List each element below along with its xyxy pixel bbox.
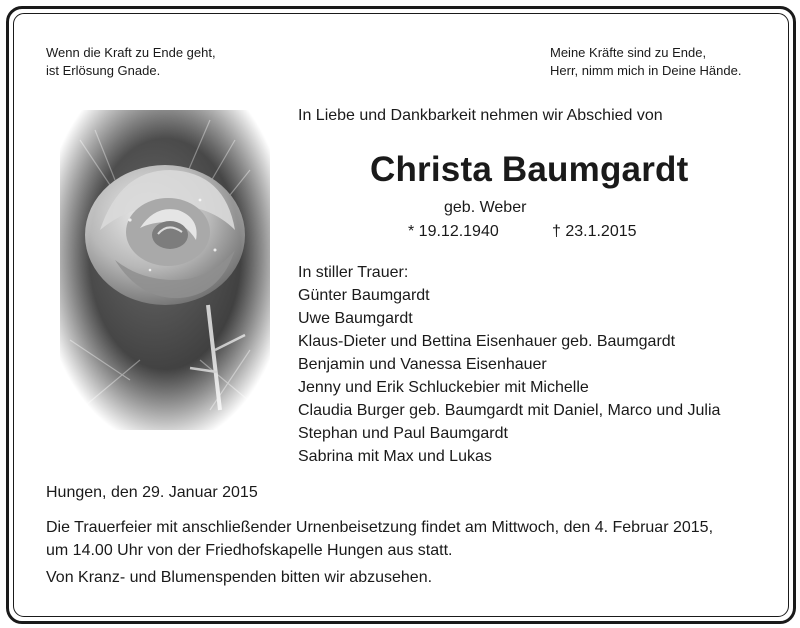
mourner-item: Sabrina mit Max und Lukas [298, 448, 492, 465]
quote-left-line-1: Wenn die Kraft zu Ende geht, [46, 45, 216, 60]
quote-left-line-2: ist Erlösung Gnade. [46, 63, 161, 78]
mourner-item: Günter Baumgardt [298, 287, 430, 304]
rose-image [60, 110, 270, 430]
intro-text: In Liebe und Dankbarkeit nehmen wir Abschied von [298, 107, 663, 124]
death-date: † 23.1.2015 [552, 223, 637, 240]
deceased-name: Christa Baumgardt [370, 150, 689, 189]
funeral-line-1: Die Trauerfeier mit anschließender Urnenbeisetzung findet am Mittwoch, den 4. Februar 2015, [46, 519, 714, 536]
flowers-note: Von Kranz- und Blumenspenden bitten wir abzusehen. [46, 569, 433, 586]
mourner-item: Stephan und Paul Baumgardt [298, 425, 508, 442]
mourner-item: Jenny und Erik Schluckebier mit Michelle [298, 379, 589, 396]
mourner-item: Benjamin und Vanessa Eisenhauer [298, 356, 547, 373]
mourner-item: Claudia Burger geb. Baumgardt mit Daniel, Marco und Julia [298, 402, 721, 419]
birth-date: * 19.12.1940 [408, 223, 499, 240]
quote-right-line-2: Herr, nimm mich in Deine Hände. [550, 63, 742, 78]
place-date: Hungen, den 29. Januar 2015 [46, 484, 258, 501]
maiden-name: geb. Weber [444, 199, 527, 216]
mourner-item: Uwe Baumgardt [298, 310, 413, 327]
quote-right-line-1: Meine Kräfte sind zu Ende, [550, 45, 707, 60]
mourners-heading: In stiller Trauer: [298, 264, 409, 281]
mourner-item: Klaus-Dieter und Bettina Eisenhauer geb. Baumgardt [298, 333, 676, 350]
funeral-line-2: um 14.00 Uhr von der Friedhofskapelle Hungen aus statt. [46, 542, 453, 559]
